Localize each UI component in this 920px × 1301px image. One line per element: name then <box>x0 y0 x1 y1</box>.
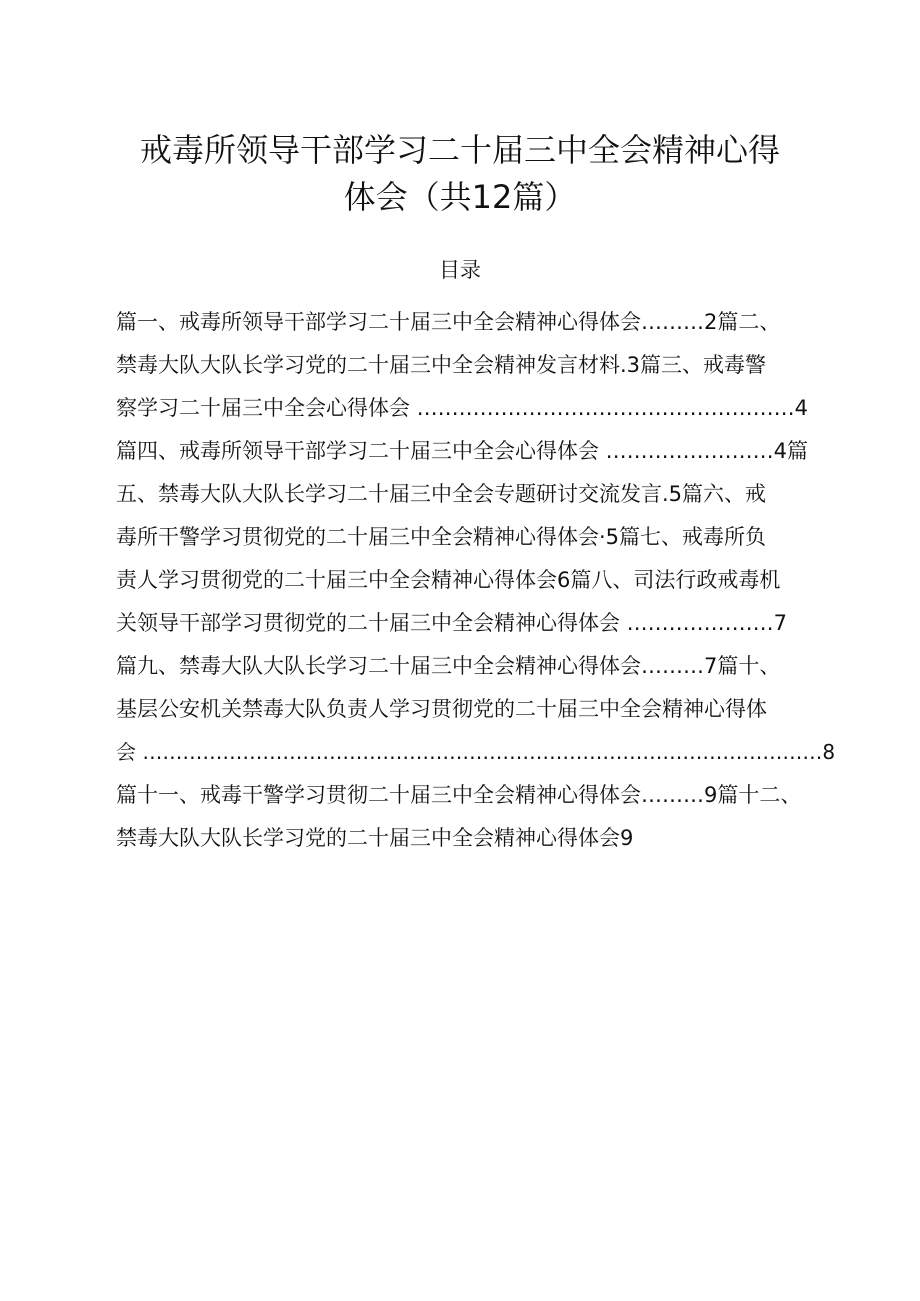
toc-line: 察学习二十届三中全会心得体会 ………………………………………………4 <box>116 396 809 420</box>
toc-line: 基层公安机关禁毒大队负责人学习贯彻党的二十届三中全会精神心得体 <box>116 697 767 721</box>
toc-line: 五、禁毒大队大队长学习二十届三中全会专题研讨交流发言.5篇六、戒 <box>116 482 767 506</box>
toc-line: 责人学习贯彻党的二十届三中全会精神心得体会6篇八、司法行政戒毒机 <box>116 568 781 592</box>
toc-line: 禁毒大队大队长学习党的二十届三中全会精神心得体会9 <box>116 826 634 850</box>
toc-line: 关领导干部学习贯彻党的二十届三中全会精神心得体会 …………………7 <box>116 611 788 635</box>
toc-heading: 目录 <box>439 258 481 282</box>
document-title-line-2: 体会（共12篇） <box>343 178 577 216</box>
toc-line: 篇一、戒毒所领导干部学习二十届三中全会精神心得体会………2篇二、 <box>116 310 781 334</box>
toc-line: 会 …………………………………………………………………………………………8 <box>116 740 836 764</box>
toc-line: 篇十一、戒毒干警学习贯彻二十届三中全会精神心得体会………9篇十二、 <box>116 783 802 807</box>
toc-line: 篇四、戒毒所领导干部学习二十届三中全会心得体会 ……………………4篇 <box>116 439 809 463</box>
document-title-line-1: 戒毒所领导干部学习二十届三中全会精神心得 <box>139 131 780 169</box>
toc-line: 篇九、禁毒大队大队长学习二十届三中全会精神心得体会………7篇十、 <box>116 654 781 678</box>
toc-line: 毒所干警学习贯彻党的二十届三中全会精神心得体会·5篇七、戒毒所负 <box>116 525 767 549</box>
toc-line: 禁毒大队大队长学习党的二十届三中全会精神发言材料.3篇三、戒毒警 <box>116 353 767 377</box>
